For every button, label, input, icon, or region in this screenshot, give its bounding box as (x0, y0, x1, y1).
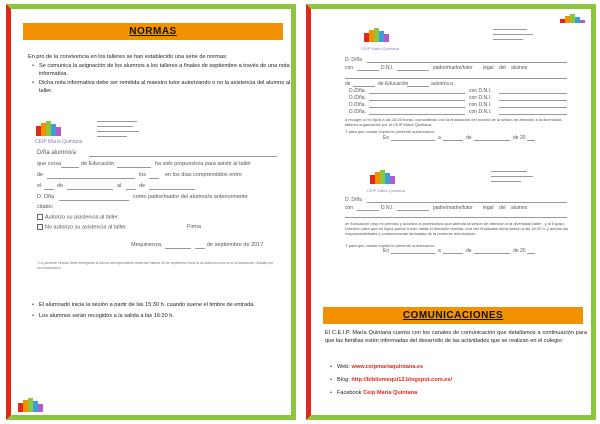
facebook-link-item (337, 387, 593, 400)
form-text: con D.N.I. (469, 102, 492, 108)
form-text: citado: (37, 204, 54, 210)
school-name: CEIP María Quintana (367, 188, 405, 193)
form-text: padre/madre/tutor (433, 205, 473, 211)
form-line-1: D/ña alumno/a (37, 150, 77, 156)
link-label: Facebook (337, 390, 362, 396)
form-text: D.N.I. (381, 65, 394, 71)
school-logo-icon (369, 169, 397, 185)
form-text: de Educación (81, 161, 115, 167)
form-text: los (139, 172, 147, 178)
form-text: D. Dña (37, 194, 55, 200)
form-text: legal (483, 65, 494, 71)
form-text: padre/madre/tutor (433, 65, 473, 71)
form-text: de (139, 183, 146, 189)
form-text: que cursa (37, 161, 62, 167)
form-text: con D.N.I. (469, 95, 492, 101)
form-text: alumno (511, 65, 528, 71)
form-footnote: * La presente circular debe entregarse al tutor/a correspondiente antes del martes 26 de septiembre tanto si se autoriza como si no la asistencia. Gracias por su colaboración. (37, 261, 273, 270)
normas-list-bottom (31, 300, 294, 322)
left-page (6, 4, 296, 420)
person-row: D./Dña. (349, 109, 366, 115)
form-text: el (37, 183, 42, 189)
right-page (306, 4, 596, 420)
normas-list-top (31, 62, 294, 96)
person-row: D./Dña. (349, 102, 366, 108)
normas-intro: En pro de la convivencia en los talleres se han establecido una serie de normas: (28, 54, 228, 60)
form-text: del (499, 65, 506, 71)
form-text: D. D/ña (345, 197, 362, 203)
authorize-option[interactable] (37, 214, 119, 221)
form-text: con (345, 65, 354, 71)
form-text: de (57, 183, 64, 189)
link-label: Web: (337, 364, 350, 370)
comunicaciones-intro: El C.E.I.P. María Quintana cuenta con los canales de comunicación que detallamos a continuación para que las familias estén informadas del desarrollo de las actividades que se realizan en el colegio: (325, 330, 587, 345)
person-row: D./Dña. (349, 88, 366, 94)
link-label: Blog: (337, 377, 350, 383)
checkbox-icon[interactable] (37, 214, 43, 220)
blog-link-item (337, 374, 593, 387)
form-text: de (345, 81, 351, 87)
form-text: de Educación (378, 81, 409, 87)
walk-home-authorization-form (323, 167, 585, 255)
signature-label: Firma (187, 224, 202, 230)
school-logo-icon (35, 120, 63, 138)
person-row: D./Dña. (349, 95, 366, 101)
blog-link[interactable]: http://bibliomequi12.blogspot.com.es/ (351, 377, 453, 383)
form-text: con D.N.I. (469, 109, 492, 115)
form-text: autoriza a : (431, 81, 456, 87)
form-text: D. D/ña (345, 57, 362, 63)
date-label: de septiembre de 2017 (207, 242, 264, 248)
form-paragraph: de Educación (doy mi permiso y autorizo al profesorado que atienda la sesión de atención a la diversidad taller , y al Equipo Directivo para que mi hijo/a pueda ir solo hasta el domicilio familiar, una vez finalizada dicha sesión a las 16:20 h. y asumo las responsabilidades y consecuencias derivadas de la presente autorización. (345, 221, 569, 237)
list-item: • Dicha nota informativa debe ser remitida al maestro tutor autorizando o no la asistencia del alumno al taller. (39, 79, 294, 96)
web-link-item (337, 361, 593, 374)
facebook-link[interactable]: Ceip María Quintana (363, 390, 418, 396)
form-text: alumno (511, 205, 528, 211)
place-label: Mequinenza, (131, 242, 163, 248)
form-text: como padre/madre del alumno/a anteriormente (133, 194, 248, 200)
form-text: del (499, 205, 506, 211)
form-text: de (466, 135, 472, 141)
form-text: a (438, 135, 441, 141)
authorization-form-image (27, 116, 287, 292)
list-item: • Los alumnos serán recogidos a la salida a las 16:20 h. (39, 311, 294, 322)
form-text: legal (483, 205, 494, 211)
not-authorize-label: No autorizo su asistencia al taller. (45, 224, 127, 231)
school-name: CEIP María Quintana (361, 46, 399, 51)
list-item: • El alumnado inicia la sesión a partir de las 15:30 h. cuando suene el timbre de entrada. (39, 300, 294, 311)
pickup-authorization-form (323, 23, 585, 155)
form-paragraph: Y para que conste expido la presente autorización. (345, 129, 435, 134)
comunicaciones-links (329, 361, 593, 400)
form-text: de (37, 172, 44, 178)
form-text: en los días comprendidos entre (165, 172, 242, 178)
list-item: • Se comunica la asignación de los alumnos a los talleres a finales de septiembre a través de una nota informativa. (39, 62, 294, 79)
form-paragraph: a recoger a mi hijo/a a las 16:20 horas, coincidiendo con la finalización del horario de la sesión de atención a la diversidad. talleres organizados por el CEIP María Quintana. (345, 117, 563, 128)
form-paragraph: Y para que conste expido la presente autorización. (345, 243, 435, 248)
form-text: de 20 (513, 135, 526, 141)
school-logo-icon (17, 397, 47, 413)
school-name: CEIP María Quintana (35, 139, 83, 145)
form-text: con D.N.I. (469, 88, 492, 94)
form-text: En (383, 135, 390, 141)
form-text: de 20 (513, 248, 526, 254)
form-text: de (466, 248, 472, 254)
form-text: con (345, 205, 354, 211)
form-text: D.N.I. (381, 205, 394, 211)
form-text: a (438, 248, 441, 254)
form-text: En (383, 248, 390, 254)
authorize-label: Autorizo su asistencia al taller. (45, 214, 119, 221)
checkbox-icon[interactable] (37, 224, 43, 230)
form-text: ha sido propuesto/a para asistir al taller (155, 161, 251, 167)
form-text: al (117, 183, 122, 189)
web-link[interactable]: www.ceipmariaquintana.es (351, 364, 424, 370)
comunicaciones-header: COMUNICACIONES (323, 307, 583, 324)
normas-header: NORMAS (23, 23, 283, 40)
not-authorize-option[interactable] (37, 224, 127, 231)
school-logo-icon (363, 27, 391, 43)
